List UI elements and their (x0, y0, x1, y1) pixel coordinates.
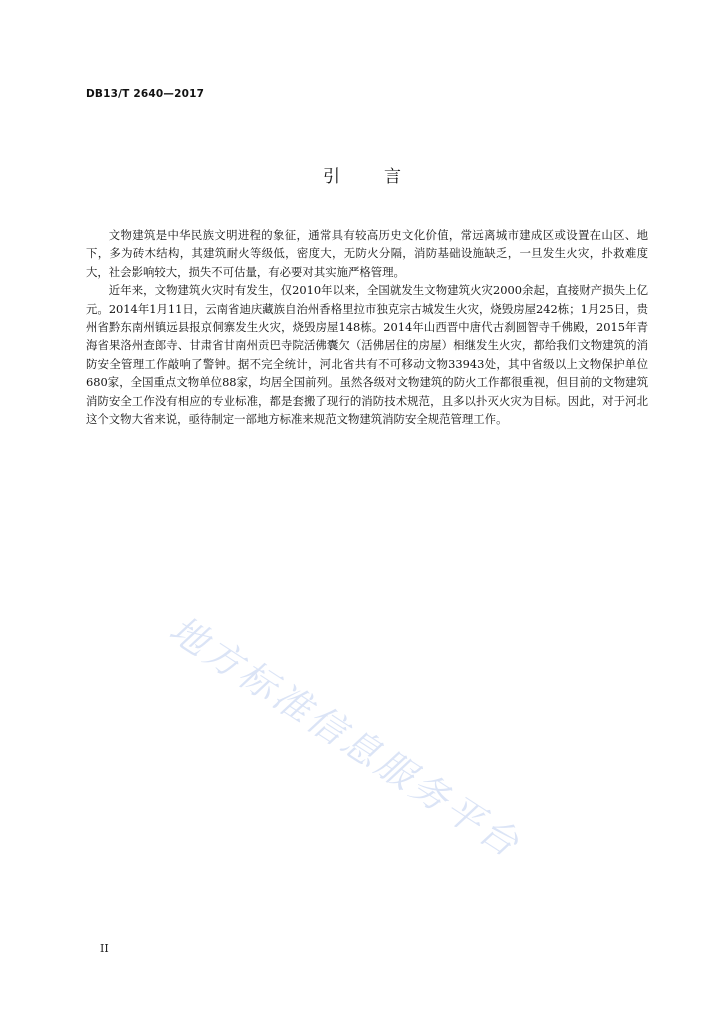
title-char-2: 言 (384, 167, 401, 187)
introduction-body (86, 226, 648, 428)
title-char-1: 引 (323, 167, 340, 187)
watermark-text: 地方标准信息服务平台 (161, 607, 529, 867)
page-title (0, 162, 724, 187)
paragraph-2: 近年来，文物建筑火灾时有发生，仅2010年以来，全国就发生文物建筑火灾2000余起，直接财产损失上亿元。2014年1月11日，云南省迪庆藏族自治州香格里拉市独克宗古城发生火灾，烧毁房屋242栋；1月25日，贵州省黔东南州镇远县报京侗寨发生火灾，烧毁房屋148栋。2014年山西晋中唐代古刹圆智寺千佛殿，2015年青海省果洛州查郎寺、甘肃省甘南州贡巴寺院活佛囊欠（活佛居住的房屋）相继发生火灾，都给我们文物建筑的消防安全管理工作敲响了警钟。据不完全统计，河北省共有不可移动文物33943处，其中省级以上文物保护单位680家，全国重点文物单位88家，均居全国前列。虽然各级对文物建筑的防火工作都很重视，但目前的文物建筑消防安全工作没有相应的专业标准，都是套搬了现行的消防技术规范，且多以扑灭火灾为目标。因此，对于河北这个文物大省来说，亟待制定一部地方标准来规范文物建筑消防安全规范管理工作。 (86, 283, 648, 427)
standard-code: DB13/T 2640—2017 (86, 88, 205, 100)
page-number: II (100, 942, 109, 955)
paragraph-1: 文物建筑是中华民族文明进程的象征，通常具有较高历史文化价值，常远离城市建成区或设置在山区、地下，多为砖木结构，其建筑耐火等级低，密度大，无防火分隔，消防基础设施缺乏，一旦发生火灾，扑救难度大，社会影响较大，损失不可估量，有必要对其实施严格管理。 (86, 228, 648, 279)
